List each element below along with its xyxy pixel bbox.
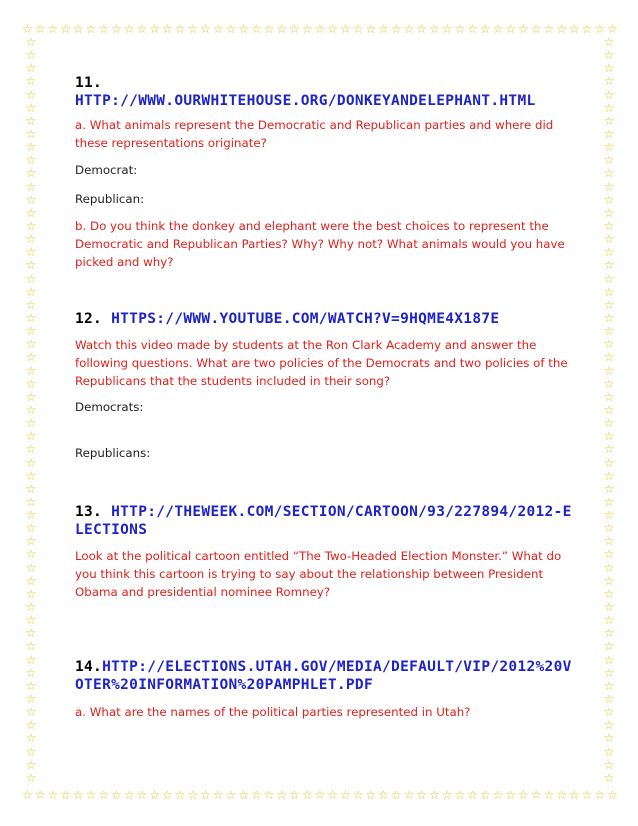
section-12-heading [75, 310, 575, 328]
star-icon: ☆ [603, 179, 615, 194]
star-icon: ☆ [429, 788, 440, 802]
star-icon: ☆ [276, 788, 288, 802]
star-icon: ☆ [543, 22, 555, 36]
star-icon: ☆ [441, 788, 453, 802]
star-icon: ☆ [603, 389, 615, 404]
star-icon: ☆ [581, 788, 593, 802]
star-icon: ☆ [603, 534, 615, 549]
section-12-label-democrats: Democrats: [75, 400, 144, 414]
star-icon: ☆ [25, 508, 37, 523]
star-icon: ☆ [187, 788, 199, 802]
section-11-label-democrat: Democrat: [75, 163, 138, 177]
star-icon: ☆ [603, 74, 615, 89]
star-icon: ☆ [161, 22, 173, 36]
star-icon: ☆ [378, 788, 389, 802]
star-icon: ☆ [25, 350, 37, 365]
star-icon: ☆ [365, 22, 377, 36]
star-icon: ☆ [441, 22, 453, 36]
star-icon: ☆ [603, 258, 615, 273]
star-icon: ☆ [25, 639, 37, 654]
section-13-link[interactable]: HTTP://THEWEEK.COM/SECTION/CARTOON/93/227894/2012-ELECTIONS [75, 504, 572, 538]
star-icon: ☆ [123, 22, 135, 36]
star-icon: ☆ [25, 324, 37, 339]
section-11-heading [75, 74, 575, 110]
star-icon: ☆ [25, 192, 37, 207]
star-icon: ☆ [149, 788, 160, 802]
star-icon: ☆ [314, 788, 326, 802]
star-icon: ☆ [603, 271, 615, 286]
star-icon: ☆ [416, 788, 428, 802]
section-14-number: 14. [75, 659, 103, 675]
star-icon: ☆ [25, 626, 37, 641]
star-icon: ☆ [25, 560, 37, 575]
section-11-question-b: b. Do you think the donkey and elephant were the best choices to represent the Democratic and Republican Parties? Why? Why not? What animals would you have picked and why? [75, 219, 565, 269]
star-icon: ☆ [603, 718, 615, 733]
star-icon: ☆ [98, 22, 110, 36]
star-icon: ☆ [136, 788, 148, 802]
star-icon: ☆ [603, 205, 615, 220]
section-11-question-a: a. What animals represent the Democratic and Republican parties and where did these representations originate? [75, 118, 554, 150]
star-icon: ☆ [25, 113, 37, 128]
star-icon: ☆ [276, 22, 288, 36]
star-icon: ☆ [603, 324, 615, 339]
star-icon: ☆ [22, 788, 33, 802]
star-icon: ☆ [25, 100, 37, 115]
star-icon: ☆ [25, 126, 37, 141]
star-border-right [602, 36, 616, 784]
star-border-bottom [22, 788, 618, 802]
star-icon: ☆ [301, 22, 313, 36]
star-icon: ☆ [225, 788, 237, 802]
section-12-number: 12. [75, 311, 103, 327]
star-icon: ☆ [289, 22, 300, 36]
star-icon: ☆ [530, 22, 542, 36]
star-icon: ☆ [212, 788, 224, 802]
star-icon: ☆ [603, 218, 615, 233]
star-icon: ☆ [603, 508, 615, 523]
star-icon: ☆ [25, 770, 37, 785]
star-icon: ☆ [25, 586, 37, 601]
star-icon: ☆ [581, 22, 593, 36]
star-icon: ☆ [467, 22, 478, 36]
star-icon: ☆ [25, 468, 37, 483]
star-icon: ☆ [25, 87, 37, 102]
star-icon: ☆ [429, 22, 440, 36]
star-icon: ☆ [603, 100, 615, 115]
star-icon: ☆ [603, 481, 615, 496]
star-border-left [24, 36, 38, 784]
star-icon: ☆ [25, 757, 37, 772]
star-icon: ☆ [339, 22, 351, 36]
star-icon: ☆ [263, 22, 275, 36]
section-11-label-republican: Republican: [75, 192, 145, 206]
star-icon: ☆ [603, 297, 615, 312]
star-icon: ☆ [25, 692, 37, 707]
star-icon: ☆ [603, 429, 615, 444]
star-icon: ☆ [603, 613, 615, 628]
star-icon: ☆ [72, 788, 84, 802]
star-icon: ☆ [467, 788, 478, 802]
star-icon: ☆ [603, 402, 615, 417]
star-icon: ☆ [530, 788, 542, 802]
star-icon: ☆ [136, 22, 148, 36]
star-icon: ☆ [25, 297, 37, 312]
star-icon: ☆ [603, 442, 615, 457]
star-icon: ☆ [603, 744, 615, 759]
star-icon: ☆ [603, 61, 615, 76]
star-icon: ☆ [543, 788, 555, 802]
star-icon: ☆ [603, 757, 615, 772]
star-icon: ☆ [603, 166, 615, 181]
star-icon: ☆ [25, 442, 37, 457]
star-icon: ☆ [25, 416, 37, 431]
star-icon: ☆ [25, 534, 37, 549]
star-icon: ☆ [111, 788, 122, 802]
star-icon: ☆ [25, 547, 37, 562]
star-icon: ☆ [60, 22, 71, 36]
star-icon: ☆ [403, 788, 415, 802]
star-icon: ☆ [34, 788, 46, 802]
star-icon: ☆ [238, 788, 249, 802]
star-icon: ☆ [187, 22, 199, 36]
star-icon: ☆ [327, 788, 339, 802]
star-icon: ☆ [492, 788, 504, 802]
star-icon: ☆ [403, 22, 415, 36]
star-icon: ☆ [603, 140, 615, 155]
star-icon: ☆ [518, 22, 529, 36]
star-icon: ☆ [603, 600, 615, 615]
star-icon: ☆ [314, 22, 326, 36]
star-icon: ☆ [603, 770, 615, 785]
star-icon: ☆ [161, 788, 173, 802]
star-icon: ☆ [603, 153, 615, 168]
star-icon: ☆ [327, 22, 339, 36]
section-14-link[interactable]: HTTP://ELECTIONS.UTAH.GOV/MEDIA/DEFAULT/VIP/2012%20VOTER%20INFORMATION%20PAMPHLET.PDF [75, 659, 572, 693]
section-12-instructions: Watch this video made by students at the Ron Clark Academy and answer the following questions. What are two policies of the Democrats and two policies of the Republicans that the students included in their song? [75, 338, 568, 388]
star-icon: ☆ [25, 232, 37, 247]
star-icon: ☆ [603, 350, 615, 365]
star-icon: ☆ [47, 788, 59, 802]
star-icon: ☆ [85, 788, 97, 802]
star-icon: ☆ [25, 205, 37, 220]
star-icon: ☆ [25, 74, 37, 89]
star-icon: ☆ [603, 705, 615, 720]
star-icon: ☆ [25, 481, 37, 496]
star-icon: ☆ [365, 788, 377, 802]
section-11-link[interactable]: HTTP://WWW.OURWHITEHOUSE.ORG/DONKEYANDELEPHANT.HTML [75, 93, 536, 109]
star-icon: ☆ [390, 788, 402, 802]
star-icon: ☆ [603, 192, 615, 207]
star-icon: ☆ [603, 521, 615, 536]
star-icon: ☆ [603, 586, 615, 601]
section-14 [75, 658, 575, 721]
star-icon: ☆ [225, 22, 237, 36]
star-icon: ☆ [25, 521, 37, 536]
star-icon: ☆ [603, 652, 615, 667]
star-icon: ☆ [25, 166, 37, 181]
star-border-top [22, 22, 618, 36]
star-icon: ☆ [479, 22, 491, 36]
star-icon: ☆ [556, 788, 567, 802]
star-icon: ☆ [60, 788, 71, 802]
star-icon: ☆ [25, 258, 37, 273]
star-icon: ☆ [505, 788, 517, 802]
section-12-label-republicans: Republicans: [75, 446, 151, 460]
star-icon: ☆ [25, 718, 37, 733]
star-icon: ☆ [25, 455, 37, 470]
star-icon: ☆ [98, 788, 110, 802]
star-icon: ☆ [568, 22, 580, 36]
star-icon: ☆ [25, 744, 37, 759]
star-icon: ☆ [25, 153, 37, 168]
star-icon: ☆ [603, 310, 615, 325]
star-icon: ☆ [174, 22, 186, 36]
star-icon: ☆ [34, 22, 46, 36]
star-icon: ☆ [594, 788, 606, 802]
star-icon: ☆ [212, 22, 224, 36]
star-icon: ☆ [25, 218, 37, 233]
star-icon: ☆ [339, 788, 351, 802]
star-icon: ☆ [603, 547, 615, 562]
star-icon: ☆ [556, 22, 567, 36]
star-icon: ☆ [250, 788, 262, 802]
star-icon: ☆ [47, 22, 59, 36]
star-icon: ☆ [603, 48, 615, 63]
star-icon: ☆ [603, 232, 615, 247]
star-icon: ☆ [85, 22, 97, 36]
star-icon: ☆ [454, 788, 466, 802]
star-icon: ☆ [25, 179, 37, 194]
section-14-question-a: a. What are the names of the political parties represented in Utah? [75, 705, 471, 719]
star-icon: ☆ [25, 402, 37, 417]
star-icon: ☆ [416, 22, 428, 36]
star-icon: ☆ [25, 363, 37, 378]
star-icon: ☆ [263, 788, 275, 802]
star-icon: ☆ [25, 140, 37, 155]
star-icon: ☆ [518, 788, 529, 802]
star-icon: ☆ [603, 665, 615, 680]
section-14-heading [75, 658, 575, 694]
star-icon: ☆ [25, 310, 37, 325]
star-icon: ☆ [238, 22, 249, 36]
star-icon: ☆ [25, 665, 37, 680]
star-icon: ☆ [603, 560, 615, 575]
star-icon: ☆ [250, 22, 262, 36]
star-icon: ☆ [352, 788, 364, 802]
star-icon: ☆ [603, 245, 615, 260]
star-icon: ☆ [603, 626, 615, 641]
star-icon: ☆ [603, 87, 615, 102]
star-icon: ☆ [603, 337, 615, 352]
section-12-link[interactable]: HTTPS://WWW.YOUTUBE.COM/WATCH?V=9HQME4X187E [111, 311, 500, 327]
star-icon: ☆ [149, 22, 160, 36]
star-icon: ☆ [22, 22, 33, 36]
star-icon: ☆ [25, 245, 37, 260]
star-icon: ☆ [390, 22, 402, 36]
star-icon: ☆ [603, 573, 615, 588]
section-13 [75, 503, 575, 601]
star-icon: ☆ [594, 22, 606, 36]
star-icon: ☆ [603, 284, 615, 299]
star-icon: ☆ [25, 48, 37, 63]
star-icon: ☆ [603, 678, 615, 693]
star-icon: ☆ [505, 22, 517, 36]
star-icon: ☆ [603, 455, 615, 470]
star-icon: ☆ [25, 573, 37, 588]
star-icon: ☆ [111, 22, 122, 36]
star-icon: ☆ [25, 652, 37, 667]
section-13-heading [75, 503, 575, 539]
star-icon: ☆ [603, 494, 615, 509]
section-13-question: Look at the political cartoon entitled “The Two-Headed Election Monster.” What do you think this cartoon is trying to say about the relationship between President Obama and presidential nominee Romney? [75, 549, 562, 599]
star-icon: ☆ [25, 613, 37, 628]
section-13-number: 13. [75, 504, 103, 520]
star-icon: ☆ [289, 788, 300, 802]
star-icon: ☆ [378, 22, 389, 36]
star-icon: ☆ [123, 788, 135, 802]
star-icon: ☆ [25, 600, 37, 615]
star-icon: ☆ [479, 788, 491, 802]
star-icon: ☆ [603, 416, 615, 431]
star-icon: ☆ [25, 429, 37, 444]
star-icon: ☆ [25, 61, 37, 76]
star-icon: ☆ [607, 788, 618, 802]
section-11-number: 11. [75, 75, 103, 91]
star-icon: ☆ [454, 22, 466, 36]
star-icon: ☆ [603, 639, 615, 654]
star-icon: ☆ [25, 678, 37, 693]
star-icon: ☆ [603, 126, 615, 141]
star-icon: ☆ [25, 337, 37, 352]
star-icon: ☆ [301, 788, 313, 802]
star-icon: ☆ [200, 788, 211, 802]
star-icon: ☆ [603, 35, 615, 49]
star-icon: ☆ [25, 284, 37, 299]
star-icon: ☆ [568, 788, 580, 802]
star-icon: ☆ [607, 22, 618, 36]
star-icon: ☆ [603, 113, 615, 128]
star-icon: ☆ [25, 389, 37, 404]
star-icon: ☆ [25, 376, 37, 391]
star-icon: ☆ [603, 731, 615, 746]
star-icon: ☆ [25, 494, 37, 509]
star-icon: ☆ [25, 705, 37, 720]
star-icon: ☆ [174, 788, 186, 802]
star-icon: ☆ [603, 376, 615, 391]
star-icon: ☆ [25, 731, 37, 746]
star-icon: ☆ [200, 22, 211, 36]
star-icon: ☆ [603, 692, 615, 707]
star-icon: ☆ [25, 271, 37, 286]
star-icon: ☆ [603, 468, 615, 483]
section-12 [75, 310, 575, 462]
star-icon: ☆ [25, 35, 37, 49]
star-icon: ☆ [603, 363, 615, 378]
star-icon: ☆ [492, 22, 504, 36]
star-icon: ☆ [72, 22, 84, 36]
star-icon: ☆ [352, 22, 364, 36]
section-11 [75, 74, 575, 271]
